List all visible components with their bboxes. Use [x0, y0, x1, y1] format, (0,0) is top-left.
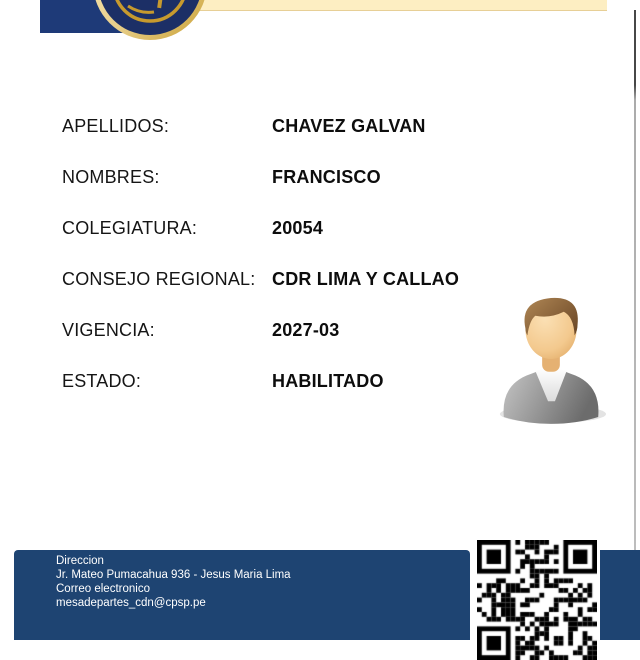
field-value: 20054 — [272, 218, 324, 238]
field-label: NOMBRES: — [62, 167, 160, 187]
page-edge-line — [634, 10, 636, 550]
qr-code — [477, 540, 597, 660]
field-row-apellidos — [62, 116, 582, 138]
field-label: COLEGIATURA: — [62, 218, 198, 238]
field-value: CHAVEZ GALVAN — [272, 116, 426, 136]
field-row-nombres — [62, 167, 582, 189]
institution-logo-icon — [88, 0, 214, 40]
field-row-colegiatura — [62, 218, 582, 240]
footer-email-text: mesadepartes_cdn@cpsp.pe — [56, 597, 206, 609]
person-avatar-icon — [492, 288, 610, 428]
field-value: CDR LIMA Y CALLAO — [272, 269, 460, 289]
field-value: FRANCISCO — [272, 167, 381, 187]
field-value: 2027-03 — [272, 320, 340, 340]
footer-correo-label: Correo electronico — [56, 583, 150, 595]
field-label: CONSEJO REGIONAL: — [62, 269, 256, 289]
field-label: APELLIDOS: — [62, 116, 170, 136]
footer-address-band — [14, 550, 470, 640]
field-label: VIGENCIA: — [62, 320, 155, 340]
footer-right-patch — [600, 550, 640, 640]
top-accent-band — [148, 0, 607, 11]
footer-address-text: Jr. Mateo Pumacahua 936 - Jesus Maria Lima — [56, 569, 291, 581]
field-value: HABILITADO — [272, 371, 384, 391]
field-label: ESTADO: — [62, 371, 142, 391]
footer-direccion-label: Direccion — [56, 555, 104, 567]
